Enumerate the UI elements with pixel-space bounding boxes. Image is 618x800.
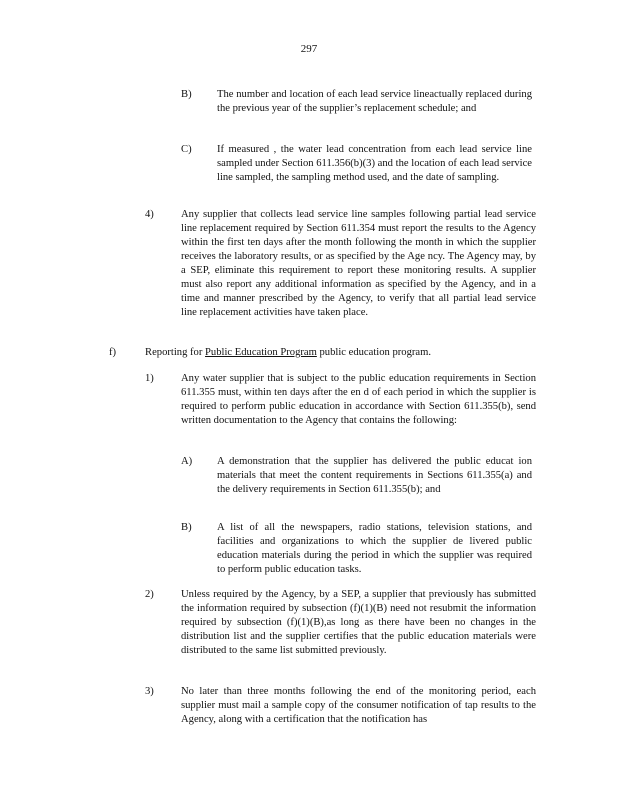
item-label: 3) <box>145 686 154 697</box>
item-text: Unless required by the Agency, by a SEP, a supplier that previously has submitted the information required by subsection (f)(1)(B) need not resubmit the information required by subsection (f)(1)(B),as long as there have been no changes in the distribution list and the supplier certifies that the public education materials were distributed to the same list submitted previously. <box>181 589 536 656</box>
item-text: Any water supplier that is subject to the public education requirements in Section 611.355 must, within ten days after the en d of each period in which the supplier is required to perform public education in accordance with Section 611.355(b), send written documentation to the Agency that contains the following: <box>181 373 536 426</box>
item-text: If measured , the water lead concentration from each lead service line sampled under Section 611.356(b)(3) and the location of each lead service line sampled, the sampling method used, and the date of sampling. <box>217 144 532 183</box>
heading-suffix: public education program. <box>316 347 431 358</box>
heading-underlined: Public Education Program <box>205 347 317 358</box>
page-number: 297 <box>300 43 318 55</box>
item-text: The number and location of each lead service lineactually replaced during the previous year of the supplier’s replacement schedule; and <box>217 89 532 114</box>
item-label: C) <box>181 144 192 155</box>
item-label: f) <box>109 347 117 358</box>
heading-prefix: Reporting for <box>145 347 206 358</box>
item-text: No later than three months following the end of the monitoring period, each supplier must mail a sample copy of the consumer notification of tap results to the Agency, along with a certification that the notification has <box>181 686 536 725</box>
item-text <box>145 346 545 360</box>
item-label: 2) <box>145 589 154 600</box>
item-label: 1) <box>145 373 154 384</box>
item-text: Any supplier that collects lead service line samples following partial lead service line replacement required by Section 611.354 must report the results to the Agency within the first ten days after the month following the month in which the supplier receives the laboratory results, or as specified by the Age ncy. The Agency may, by a SEP, eliminate this requirement to report these monitoring results. A supplier must also report any additional information as specified by the Agency, and in a time and manner prescribed by the Agency, to verify that all partial lead service line replacement activities have taken place. <box>181 209 536 318</box>
item-label: B) <box>181 522 192 533</box>
item-label: A) <box>181 456 193 467</box>
item-text: A demonstration that the supplier has delivered the public educat ion materials that meet the content requirements in Sections 611.355(a) and the delivery requirements in Section 611.355(b); and <box>217 456 532 495</box>
item-label: 4) <box>145 209 154 220</box>
item-text: A list of all the newspapers, radio stations, television stations, and facilities and organizations to which the supplier de livered public education materials during the period in which the supplier was required to perform public education tasks. <box>217 522 532 575</box>
item-label: B) <box>181 89 192 100</box>
